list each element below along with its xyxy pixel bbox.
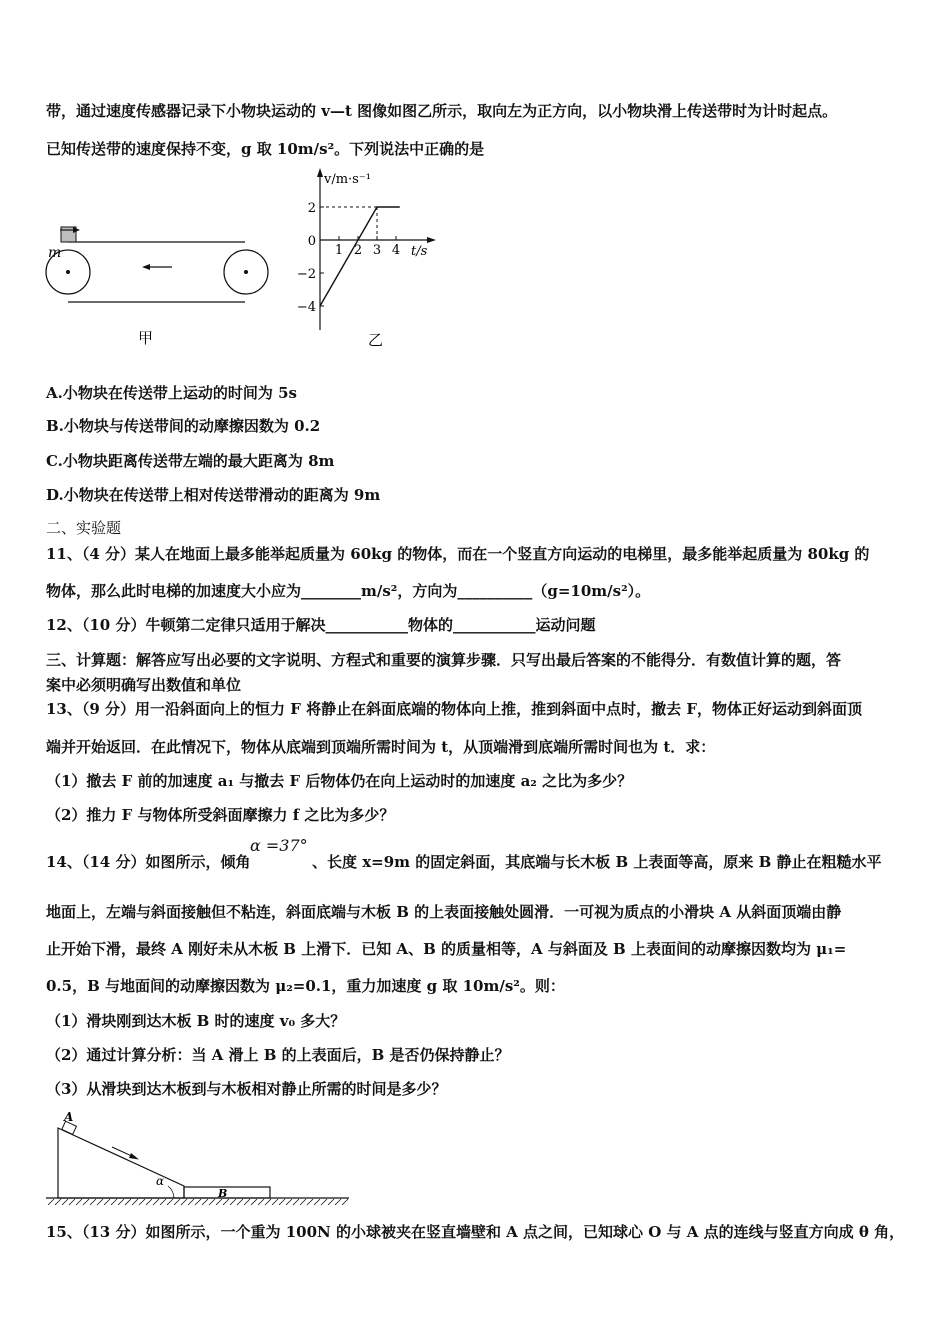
hatch-line bbox=[69, 1199, 75, 1205]
hatch-line bbox=[167, 1199, 173, 1205]
hatch-line bbox=[195, 1199, 201, 1205]
x-tick-label: 2 bbox=[353, 243, 363, 258]
hatch-line bbox=[335, 1199, 341, 1205]
hatch-line bbox=[174, 1199, 180, 1205]
y-axis-label: v/m·s⁻¹ bbox=[324, 172, 371, 187]
hatch-line bbox=[83, 1199, 89, 1205]
y-tick-label: −2 bbox=[296, 267, 316, 282]
q14-sub-3: （3）从滑块到达木板到与木板相对静止所需的时间是多少？ bbox=[46, 1080, 447, 1098]
hatch-line bbox=[202, 1199, 208, 1205]
hatch-line bbox=[97, 1199, 103, 1205]
hatch-line bbox=[153, 1199, 159, 1205]
y-tick-label: −4 bbox=[296, 300, 316, 315]
ground-hatch bbox=[46, 1198, 349, 1205]
q14-line-2: 地面上，左端与斜面接触但不粘连，斜面底端与木板 B 的上表面接触处圆滑．一可视为质点的小滑块 A 从斜面顶端由静 bbox=[46, 903, 842, 921]
q13-line-2: 端并开始返回．在此情况下，物体从底端到顶端所需时间为 t，从顶端滑到底端所需时间也为 t．求： bbox=[46, 738, 716, 756]
hatch-line bbox=[342, 1199, 348, 1205]
hatch-line bbox=[104, 1199, 110, 1205]
option-a: A.小物块在传送带上运动的时间为 5s bbox=[46, 384, 297, 402]
section-2-title: 二、实验题 bbox=[46, 519, 122, 537]
hatch-line bbox=[286, 1199, 292, 1205]
hatch-line bbox=[160, 1199, 166, 1205]
y-tick-label: 0 bbox=[307, 234, 316, 249]
q14-angle-expression: α =37° bbox=[250, 836, 308, 855]
hatch-line bbox=[62, 1199, 68, 1205]
intro-line-2: 已知传送带的速度保持不变，g 取 10m/s²。下列说法中正确的是 bbox=[46, 140, 485, 158]
hatch-line bbox=[328, 1199, 334, 1205]
incline bbox=[58, 1128, 184, 1198]
vt-graph bbox=[290, 165, 450, 350]
incline-figure bbox=[44, 1108, 354, 1208]
option-d: D.小物块在传送带上相对传送带滑动的距离为 9m bbox=[46, 486, 381, 504]
hatch-line bbox=[307, 1199, 313, 1205]
hatch-line bbox=[244, 1199, 250, 1205]
q14-line-4: 0.5，B 与地面间的动摩擦因数为 μ₂=0.1，重力加速度 g 取 10m/s²。则： bbox=[46, 977, 565, 995]
hatch-line bbox=[55, 1199, 61, 1205]
q11-line-1: 11、（4 分）某人在地面上最多能举起质量为 60kg 的物体，而在一个竖直方向运动的电梯里，最多能举起质量为 80kg 的 bbox=[46, 545, 870, 563]
conveyor-belt bbox=[46, 242, 268, 302]
hatch-line bbox=[237, 1199, 243, 1205]
hatch-line bbox=[181, 1199, 187, 1205]
x-axis-label: t/s bbox=[411, 244, 428, 259]
hatch-line bbox=[118, 1199, 124, 1205]
section-3-line-1: 三、计算题：解答应写出必要的文字说明、方程式和重要的演算步骤．只写出最后答案的不能得分．有数值计算的题，答 bbox=[46, 651, 842, 669]
hatch-line bbox=[321, 1199, 327, 1205]
option-b: B.小物块与传送带间的动摩擦因数为 0.2 bbox=[46, 417, 321, 435]
label-a: A bbox=[64, 1110, 74, 1124]
hatch-line bbox=[314, 1199, 320, 1205]
q14-sub-2: （2）通过计算分析：当 A 滑上 B 的上表面后，B 是否仍保持静止？ bbox=[46, 1046, 510, 1064]
q12: 12、（10 分）牛顿第二定律只适用于解决___________物体的___________运动问题 bbox=[46, 616, 596, 634]
hatch-line bbox=[90, 1199, 96, 1205]
hatch-line bbox=[265, 1199, 271, 1205]
hatch-line bbox=[111, 1199, 117, 1205]
q13-sub-2: （2）推力 F 与物体所受斜面摩擦力 f 之比为多少？ bbox=[46, 806, 395, 824]
hatch-line bbox=[132, 1199, 138, 1205]
q15: 15、（13 分）如图所示，一个重为 100N 的小球被夹在竖直墙壁和 A 点之间，已知球心 O 与 A 点的连线与竖直方向成 θ 角， bbox=[46, 1223, 905, 1241]
hatch-line bbox=[209, 1199, 215, 1205]
hatch-line bbox=[272, 1199, 278, 1205]
figure-jia-caption: 甲 bbox=[138, 329, 154, 347]
hatch-line bbox=[230, 1199, 236, 1205]
q14-sub-1: （1）滑块刚到达木板 B 时的速度 v₀ 多大？ bbox=[46, 1012, 346, 1030]
mass-label: m bbox=[48, 245, 62, 261]
q14-line-1a: 14、（14 分）如图所示，倾角 bbox=[46, 853, 251, 871]
hatch-line bbox=[279, 1199, 285, 1205]
hatch-line bbox=[300, 1199, 306, 1205]
q14-line-3: 止开始下滑，最终 A 刚好未从木板 B 上滑下．已知 A、B 的质量相等，A 与斜面及 B 上表面间的动摩擦因数均为 μ₁= bbox=[46, 940, 847, 958]
hatch-line bbox=[48, 1199, 54, 1205]
x-tick-label: 3 bbox=[372, 243, 382, 258]
y-tick-label: 2 bbox=[307, 201, 316, 216]
option-c: C.小物块距离传送带左端的最大距离为 8m bbox=[46, 452, 335, 470]
hatch-line bbox=[188, 1199, 194, 1205]
hatch-line bbox=[76, 1199, 82, 1205]
x-tick-label: 4 bbox=[391, 243, 401, 258]
hatch-line bbox=[146, 1199, 152, 1205]
hatch-line bbox=[293, 1199, 299, 1205]
conveyor-belt-figure bbox=[40, 225, 280, 350]
q11-line-2: 物体，那么此时电梯的加速度大小应为________m/s²，方向为__________（g=10m/s²）。 bbox=[46, 582, 651, 600]
block-velocity-arrow bbox=[58, 224, 82, 236]
q13-sub-1: （1）撤去 F 前的加速度 a₁ 与撤去 F 后物体仍在向上运动时的加速度 a₂ 之比为多少？ bbox=[46, 772, 633, 790]
hatch-line bbox=[251, 1199, 257, 1205]
intro-line-1: 带，通过速度传感器记录下小物块运动的 v—t 图像如图乙所示，取向左为正方向，以小物块滑上传送带时为计时起点。 bbox=[46, 102, 838, 120]
label-alpha: α bbox=[156, 1174, 165, 1188]
hatch-line bbox=[139, 1199, 145, 1205]
hatch-line bbox=[258, 1199, 264, 1205]
section-3-line-2: 案中必须明确写出数值和单位 bbox=[46, 676, 242, 694]
q14-line-1b: 、长度 x=9m 的固定斜面，其底端与长木板 B 上表面等高，原来 B 静止在粗糙水平 bbox=[312, 853, 882, 871]
figure-yi-caption: 乙 bbox=[368, 331, 384, 349]
label-b: B bbox=[218, 1187, 228, 1200]
q13-line-1: 13、（9 分）用一沿斜面向上的恒力 F 将静止在斜面底端的物体向上推，推到斜面中点时，撤去 F，物体正好运动到斜面顶 bbox=[46, 700, 863, 718]
x-tick-label: 1 bbox=[334, 243, 344, 258]
hatch-line bbox=[125, 1199, 131, 1205]
